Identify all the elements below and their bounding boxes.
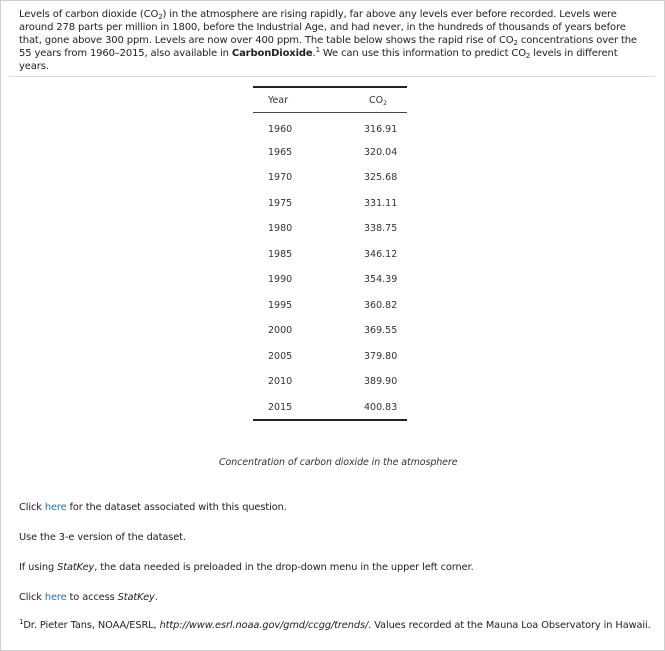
year-cell: 1975 [268,197,293,209]
co2-cell: 331.11 [364,197,398,209]
table-row [253,266,407,292]
table-row [253,368,407,394]
co2-cell: 325.68 [364,172,398,183]
year-cell: 2010 [268,376,293,387]
source-url: http://www.esrl.noaa.gov/gmd/ccgg/trends/ [159,620,369,631]
statkey-link[interactable]: here [44,592,67,603]
year-cell: 2015 [268,401,293,413]
co2-cell: 369.55 [364,325,398,336]
year-cell: 1960 [268,124,293,135]
table-row [253,113,407,139]
year-cell: 1995 [268,299,293,311]
year-cell: 1970 [268,172,293,183]
co2-cell: 354.39 [364,274,398,285]
header-year: Year [268,95,289,106]
table-row [253,343,407,369]
year-cell: 1990 [268,274,293,285]
co2-cell: 338.75 [364,223,398,234]
co2-cell: 400.83 [364,401,398,413]
year-cell: 1965 [268,146,293,158]
table-row [253,190,407,216]
table-row [253,215,407,241]
table-row [253,241,407,267]
year-cell: 2005 [268,350,293,362]
table-caption: Concentration of carbon dioxide in the atmosphere [219,457,458,468]
dataset-link[interactable]: here [44,502,67,513]
co2-cell: 360.82 [364,299,398,311]
dataset-line: Click here for the dataset associated with this question. [19,502,287,513]
version-note: Use the 3-e version of the dataset. [19,532,186,543]
statkey-access-line: Click here to access StatKey. [19,592,158,603]
year-cell: 1980 [268,223,293,234]
header-co2: $CO_2$ [369,95,387,107]
intro-paragraph: Levels of carbon dioxide $(CO_2)$ in the atmosphere are rising rapidly, far above any levels ever before recorded. Levels were around 278 parts per million in 1800, before the Industrial Age, and had never, in the hundreds of thousands of years before that, gone above 300 ppm. Levels are now over 400 ppm. The table below shows the rapid rise of $CO_2$ concentrations over the 55 years from 1960–2015, also available in CarbonDioxide.$^1$ We can use this information to predict $CO_2$ levels in different years. [19,9,637,72]
co2-cell: 320.04 [364,146,398,158]
footnote: $^1$Dr. Pieter Tans, NOAA/ESRL, http://www.esrl.noaa.gov/gmd/ccgg/trends/. Values recorded at the Mauna Loa Observatory in Hawaii. [19,618,651,631]
co2-cell: 346.12 [364,248,398,260]
footnote-mark: 1 [315,46,320,54]
co2-cell: 316.91 [364,124,398,135]
dataset-name: CarbonDioxide [231,48,313,59]
table-header [253,88,407,113]
co2-table [253,86,407,421]
table-body [253,113,407,419]
table-row [253,317,407,343]
table-row [253,139,407,165]
year-cell: 1985 [268,248,293,260]
table-row [253,164,407,190]
section-divider [9,76,655,77]
year-cell: 2000 [268,325,293,336]
table-row [253,292,407,318]
table-row [253,394,407,420]
co2-cell: 389.90 [364,376,398,387]
co2-cell: 379.80 [364,350,398,362]
statkey-note: If using StatKey, the data needed is preloaded in the drop-down menu in the upper left corner. [19,562,474,573]
